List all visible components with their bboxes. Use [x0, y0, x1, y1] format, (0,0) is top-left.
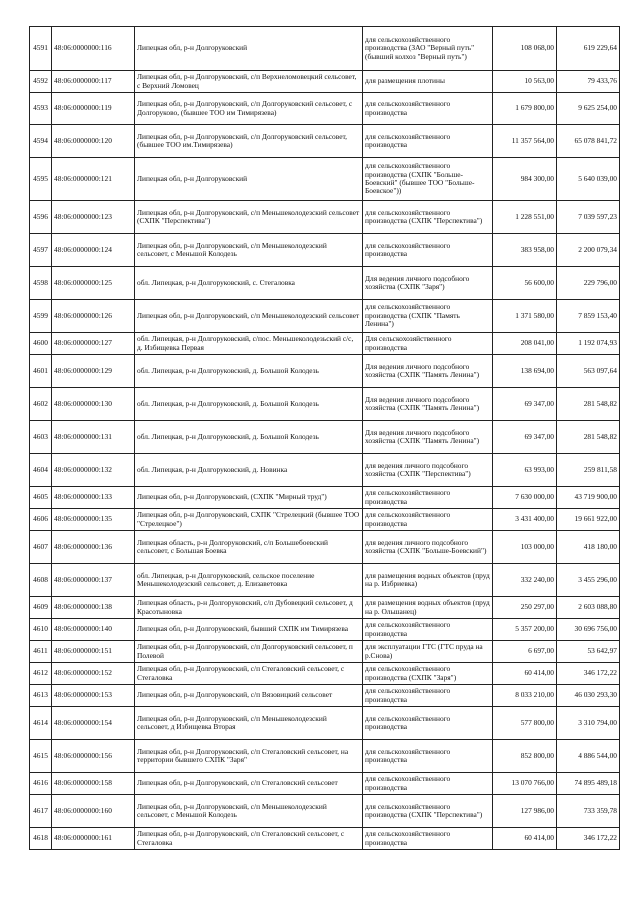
permitted-use-cell: для размещения плотины	[363, 71, 493, 93]
area-cell: 108 068,00	[493, 27, 557, 71]
table-row	[30, 564, 620, 597]
permitted-use-cell: для сельскохозяйственного производства	[363, 93, 493, 125]
cadastral-number-cell: 48:06:0000000:130	[52, 388, 135, 421]
permitted-use-cell: для сельскохозяйственного производства (СХПК "Больше-Боевский" (бывшее ТОО "Больше-Боевское"))	[363, 158, 493, 201]
area-cell: 984 300,00	[493, 158, 557, 201]
table-row	[30, 531, 620, 564]
cadastral-value-cell: 281 548,82	[557, 388, 620, 421]
table-row	[30, 300, 620, 333]
row-number-cell: 4602	[30, 388, 52, 421]
address-cell: обл. Липецкая, р-н Долгоруковский, с/пос. Меньшеколодезьский с/с, д. Избищевка Первая	[135, 333, 363, 355]
table-row	[30, 125, 620, 158]
permitted-use-cell: для размещения водных объектов (пруд на р. Избриевка)	[363, 564, 493, 597]
cadastral-number-cell: 48:06:0000000:123	[52, 201, 135, 234]
area-cell: 208 041,00	[493, 333, 557, 355]
address-cell: Липецкая обл, р-н Долгоруковский	[135, 27, 363, 71]
cadastral-number-cell: 48:06:0000000:158	[52, 773, 135, 795]
area-cell: 1 371 580,00	[493, 300, 557, 333]
row-number-cell: 4615	[30, 740, 52, 773]
table-body	[30, 27, 620, 850]
cadastral-number-cell: 48:06:0000000:161	[52, 828, 135, 850]
address-cell: Липецкая обл, р-н Долгоруковский, с/п Меньшеколодезский сельсовет	[135, 300, 363, 333]
cadastral-number-cell: 48:06:0000000:125	[52, 267, 135, 300]
table-row	[30, 619, 620, 641]
address-cell: Липецкая обл, р-н Долгоруковский, с/п Меньшеколодезский сельсовет (СХПК "Перспектива")	[135, 201, 363, 234]
area-cell: 3 431 400,00	[493, 509, 557, 531]
cadastral-number-cell: 48:06:0000000:152	[52, 663, 135, 685]
cadastral-number-cell: 48:06:0000000:116	[52, 27, 135, 71]
permitted-use-cell: для сельскохозяйственного производства (СХПК "Перспектива")	[363, 201, 493, 234]
address-cell: обл. Липецкая, р-н Долгоруковский, д. Большой Колодезь	[135, 421, 363, 454]
table-row	[30, 828, 620, 850]
table-row	[30, 333, 620, 355]
table-row	[30, 267, 620, 300]
row-number-cell: 4603	[30, 421, 52, 454]
row-number-cell: 4609	[30, 597, 52, 619]
permitted-use-cell: для сельскохозяйственного производства (СХПК "Память Ленина")	[363, 300, 493, 333]
area-cell: 60 414,00	[493, 828, 557, 850]
land-plots-table	[29, 26, 620, 850]
address-cell: обл. Липецкая, р-н Долгоруковский, д. Большой Колодезь	[135, 355, 363, 388]
cadastral-number-cell: 48:06:0000000:124	[52, 234, 135, 267]
permitted-use-cell: для ведения личного подсобного хозяйства (СХПК "Больше-Боевский")	[363, 531, 493, 564]
permitted-use-cell: для сельскохозяйственного производства	[363, 773, 493, 795]
cadastral-number-cell: 48:06:0000000:121	[52, 158, 135, 201]
cadastral-value-cell: 53 642,97	[557, 641, 620, 663]
cadastral-value-cell: 7 039 597,23	[557, 201, 620, 234]
row-number-cell: 4594	[30, 125, 52, 158]
table-row	[30, 71, 620, 93]
cadastral-value-cell: 46 030 293,30	[557, 685, 620, 707]
permitted-use-cell: для сельскохозяйственного производства (СХПК "Заря")	[363, 663, 493, 685]
cadastral-value-cell: 30 696 756,00	[557, 619, 620, 641]
address-cell: обл. Липецкая, р-н Долгоруковский, с. Стегаловка	[135, 267, 363, 300]
area-cell: 138 694,00	[493, 355, 557, 388]
row-number-cell: 4591	[30, 27, 52, 71]
address-cell: обл. Липецкая, р-н Долгоруковский, д. Большой Колодезь	[135, 388, 363, 421]
area-cell: 250 297,00	[493, 597, 557, 619]
cadastral-value-cell: 43 719 900,00	[557, 487, 620, 509]
address-cell: Липецкая обл, р-н Долгоруковский, с/п Стегаловский сельсовет, с Стегаловка	[135, 828, 363, 850]
row-number-cell: 4597	[30, 234, 52, 267]
cadastral-number-cell: 48:06:0000000:120	[52, 125, 135, 158]
address-cell: Липецкая обл, р-н Долгоруковский, с/п Меньшеколодезский сельсовет, с Меньшой Колодезь	[135, 234, 363, 267]
cadastral-value-cell: 2 200 079,34	[557, 234, 620, 267]
row-number-cell: 4607	[30, 531, 52, 564]
permitted-use-cell: для сельскохозяйственного производства	[363, 125, 493, 158]
area-cell: 8 033 210,00	[493, 685, 557, 707]
cadastral-number-cell: 48:06:0000000:129	[52, 355, 135, 388]
cadastral-value-cell: 4 886 544,00	[557, 740, 620, 773]
cadastral-value-cell: 1 192 074,93	[557, 333, 620, 355]
area-cell: 10 563,00	[493, 71, 557, 93]
table-row	[30, 509, 620, 531]
cadastral-number-cell: 48:06:0000000:131	[52, 421, 135, 454]
area-cell: 383 958,00	[493, 234, 557, 267]
cadastral-number-cell: 48:06:0000000:153	[52, 685, 135, 707]
table-row	[30, 795, 620, 828]
cadastral-value-cell: 346 172,22	[557, 663, 620, 685]
permitted-use-cell: для эксплуатации ГТС (ГТС пруда на р.Снова)	[363, 641, 493, 663]
table-row	[30, 685, 620, 707]
cadastral-value-cell: 7 859 153,40	[557, 300, 620, 333]
area-cell: 69 347,00	[493, 388, 557, 421]
cadastral-number-cell: 48:06:0000000:154	[52, 707, 135, 740]
cadastral-value-cell: 346 172,22	[557, 828, 620, 850]
cadastral-value-cell: 9 625 254,00	[557, 93, 620, 125]
area-cell: 7 630 000,00	[493, 487, 557, 509]
cadastral-number-cell: 48:06:0000000:138	[52, 597, 135, 619]
row-number-cell: 4592	[30, 71, 52, 93]
area-cell: 60 414,00	[493, 663, 557, 685]
row-number-cell: 4614	[30, 707, 52, 740]
cadastral-value-cell: 3 310 794,00	[557, 707, 620, 740]
cadastral-number-cell: 48:06:0000000:156	[52, 740, 135, 773]
address-cell: Липецкая обл, р-н Долгоруковский, с/п Меньшеколодезский сельсовет, с Меньшой Колодезь	[135, 795, 363, 828]
permitted-use-cell: для сельскохозяйственного производства	[363, 509, 493, 531]
table-row	[30, 93, 620, 125]
permitted-use-cell: Для ведения личного подсобного хозяйства (СХПК "Память Ленина")	[363, 355, 493, 388]
cadastral-number-cell: 48:06:0000000:119	[52, 93, 135, 125]
row-number-cell: 4593	[30, 93, 52, 125]
permitted-use-cell: для сельскохозяйственного производства (ЗАО "Верный путь" (бывший колхоз "Верный путь")	[363, 27, 493, 71]
cadastral-value-cell: 2 603 088,80	[557, 597, 620, 619]
table-row	[30, 597, 620, 619]
table-row	[30, 641, 620, 663]
address-cell: Липецкая обл, р-н Долгоруковский, с/п Стегаловский сельсовет, с Стегаловка	[135, 663, 363, 685]
area-cell: 852 800,00	[493, 740, 557, 773]
cadastral-number-cell: 48:06:0000000:137	[52, 564, 135, 597]
area-cell: 127 986,00	[493, 795, 557, 828]
row-number-cell: 4613	[30, 685, 52, 707]
cadastral-value-cell: 563 097,64	[557, 355, 620, 388]
row-number-cell: 4605	[30, 487, 52, 509]
cadastral-number-cell: 48:06:0000000:133	[52, 487, 135, 509]
table-row	[30, 487, 620, 509]
table-row	[30, 201, 620, 234]
cadastral-value-cell: 259 811,58	[557, 454, 620, 487]
area-cell: 56 600,00	[493, 267, 557, 300]
table-row	[30, 740, 620, 773]
permitted-use-cell: для сельскохозяйственного производства	[363, 619, 493, 641]
cadastral-value-cell: 733 359,78	[557, 795, 620, 828]
permitted-use-cell: для сельскохозяйственного производства	[363, 234, 493, 267]
row-number-cell: 4599	[30, 300, 52, 333]
table-row	[30, 27, 620, 71]
table-row	[30, 663, 620, 685]
area-cell: 5 357 200,00	[493, 619, 557, 641]
permitted-use-cell: для сельскохозяйственного производства	[363, 487, 493, 509]
row-number-cell: 4617	[30, 795, 52, 828]
cadastral-value-cell: 229 796,00	[557, 267, 620, 300]
cadastral-value-cell: 79 433,76	[557, 71, 620, 93]
cadastral-number-cell: 48:06:0000000:117	[52, 71, 135, 93]
cadastral-number-cell: 48:06:0000000:136	[52, 531, 135, 564]
row-number-cell: 4601	[30, 355, 52, 388]
row-number-cell: 4611	[30, 641, 52, 663]
row-number-cell: 4616	[30, 773, 52, 795]
cadastral-value-cell: 19 661 922,00	[557, 509, 620, 531]
address-cell: Липецкая обл, р-н Долгоруковский, бывший СХПК им Тимирязева	[135, 619, 363, 641]
cadastral-value-cell: 74 895 489,18	[557, 773, 620, 795]
permitted-use-cell: для сельскохозяйственного производства (СХПК "Перспектива")	[363, 795, 493, 828]
table-row	[30, 421, 620, 454]
cadastral-value-cell: 65 078 841,72	[557, 125, 620, 158]
row-number-cell: 4606	[30, 509, 52, 531]
row-number-cell: 4604	[30, 454, 52, 487]
cadastral-value-cell: 619 229,64	[557, 27, 620, 71]
area-cell: 63 993,00	[493, 454, 557, 487]
table-row	[30, 454, 620, 487]
cadastral-number-cell: 48:06:0000000:126	[52, 300, 135, 333]
address-cell: Липецкая обл, р-н Долгоруковский, с/п Стегаловский сельсовет	[135, 773, 363, 795]
address-cell: Липецкая обл, р-н Долгоруковский, СХПК "Стрелецкий (бывшее ТОО "Стрелецкое")	[135, 509, 363, 531]
area-cell: 332 240,00	[493, 564, 557, 597]
table-row	[30, 158, 620, 201]
address-cell: Липецкая обл, р-н Долгоруковский, с/п Стегаловский сельсовет, на территории бывшего СХПК "Заря"	[135, 740, 363, 773]
permitted-use-cell: Для сельскохозяйственного производства	[363, 333, 493, 355]
cadastral-value-cell: 281 548,82	[557, 421, 620, 454]
cadastral-number-cell: 48:06:0000000:140	[52, 619, 135, 641]
address-cell: обл. Липецкая, р-н Долгоруковский, д. Новинка	[135, 454, 363, 487]
permitted-use-cell: Для ведения личного подсобного хозяйства (СХПК "Память Ленина")	[363, 388, 493, 421]
address-cell: Липецкая обл, р-н Долгоруковский, с/п Верхнеломовецкий сельсовет, с Верхний Ломовец	[135, 71, 363, 93]
cadastral-number-cell: 48:06:0000000:160	[52, 795, 135, 828]
address-cell: Липецкая обл, р-н Долгоруковский, с/п Меньшеколодезский сельсовет, д Избищевка Вторая	[135, 707, 363, 740]
address-cell: Липецкая обл, р-н Долгоруковский, с/п Долгоруковский сельсовет, (бывшее ТОО им.Тимирязева)	[135, 125, 363, 158]
address-cell: Липецкая область, р-н Долгоруковский, с/п Дубовецкий сельсовет, д Красотыновка	[135, 597, 363, 619]
row-number-cell: 4618	[30, 828, 52, 850]
address-cell: Липецкая обл, р-н Долгоруковский, с/п Долгоруковский сельсовет, с Долгоруково, (бывшее ТОО им Тимирязева)	[135, 93, 363, 125]
table-row	[30, 234, 620, 267]
table-row	[30, 355, 620, 388]
address-cell: Липецкая обл, р-н Долгоруковский, (СХПК "Мирный труд")	[135, 487, 363, 509]
row-number-cell: 4596	[30, 201, 52, 234]
permitted-use-cell: для размещения водных объектов (пруд на р. Ольшанец)	[363, 597, 493, 619]
area-cell: 11 357 564,00	[493, 125, 557, 158]
row-number-cell: 4612	[30, 663, 52, 685]
cadastral-number-cell: 48:06:0000000:132	[52, 454, 135, 487]
cadastral-number-cell: 48:06:0000000:127	[52, 333, 135, 355]
area-cell: 1 679 800,00	[493, 93, 557, 125]
row-number-cell: 4600	[30, 333, 52, 355]
area-cell: 103 000,00	[493, 531, 557, 564]
permitted-use-cell: для сельскохозяйственного производства	[363, 828, 493, 850]
cadastral-number-cell: 48:06:0000000:151	[52, 641, 135, 663]
row-number-cell: 4598	[30, 267, 52, 300]
table-row	[30, 773, 620, 795]
permitted-use-cell: Для ведения личного подсобного хозяйства (СХПК "Память Ленина")	[363, 421, 493, 454]
address-cell: Липецкая обл, р-н Долгоруковский, с/п Вязовицкий сельсовет	[135, 685, 363, 707]
address-cell: Липецкая обл, р-н Долгоруковский	[135, 158, 363, 201]
cadastral-number-cell: 48:06:0000000:135	[52, 509, 135, 531]
address-cell: обл. Липецкая, р-н Долгоруковский, сельское поселение Меньшеколодезский сельсовет, д. Елизаветовка	[135, 564, 363, 597]
table-row	[30, 388, 620, 421]
address-cell: Липецкая обл, р-н Долгоруковский, с/п Долгоруковский сельсовет, п Полевой	[135, 641, 363, 663]
table-row	[30, 707, 620, 740]
area-cell: 6 697,00	[493, 641, 557, 663]
cadastral-value-cell: 5 640 039,00	[557, 158, 620, 201]
area-cell: 69 347,00	[493, 421, 557, 454]
cadastral-value-cell: 3 455 296,00	[557, 564, 620, 597]
permitted-use-cell: для сельскохозяйственного производства	[363, 707, 493, 740]
row-number-cell: 4595	[30, 158, 52, 201]
area-cell: 1 228 551,00	[493, 201, 557, 234]
permitted-use-cell: для сельскохозяйственного производства	[363, 740, 493, 773]
address-cell: Липецкая область, р-н Долгоруковский, с/п Большебоевский сельсовет, с Большая Боевка	[135, 531, 363, 564]
permitted-use-cell: для ведения личного подсобного хозяйства (СХПК "Перспектива")	[363, 454, 493, 487]
row-number-cell: 4610	[30, 619, 52, 641]
permitted-use-cell: Для ведения личного подсобного хозяйства (СХПК "Заря")	[363, 267, 493, 300]
cadastral-value-cell: 418 180,00	[557, 531, 620, 564]
area-cell: 13 070 766,00	[493, 773, 557, 795]
permitted-use-cell: для сельскохозяйственного производства	[363, 685, 493, 707]
document-page	[29, 26, 619, 850]
row-number-cell: 4608	[30, 564, 52, 597]
area-cell: 577 800,00	[493, 707, 557, 740]
